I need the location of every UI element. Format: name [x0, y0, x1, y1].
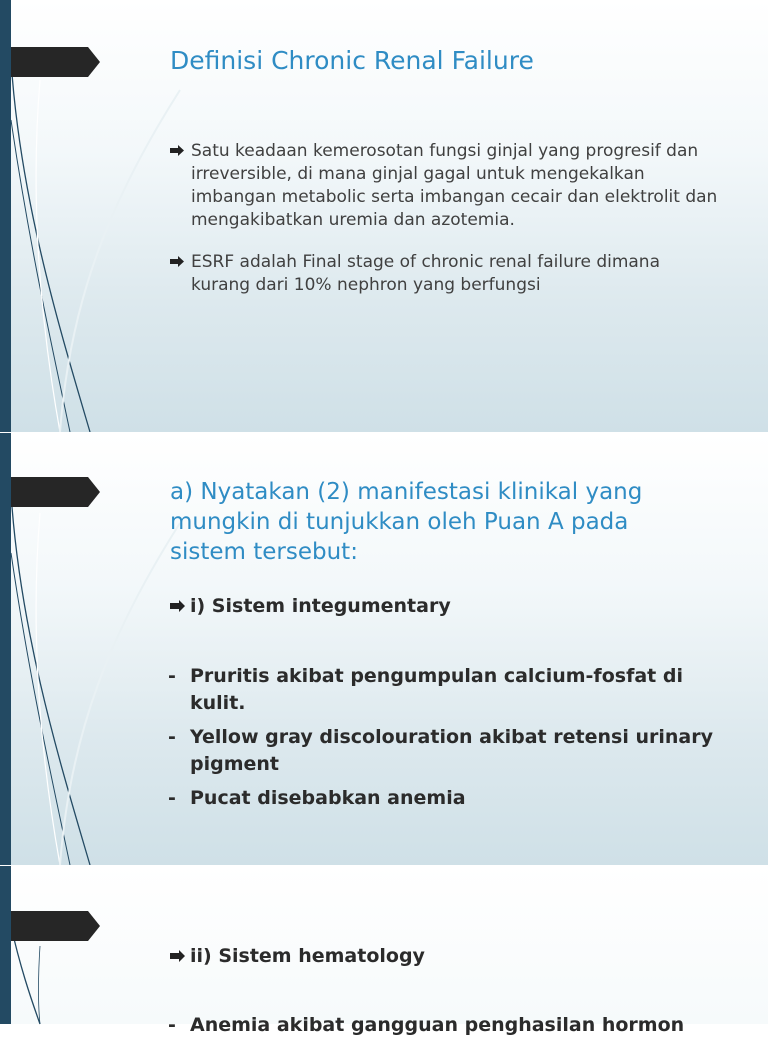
list-item: [168, 785, 728, 812]
list-item-text: Pruritis akibat pengumpulan calcium-fosfat di kulit.: [190, 665, 683, 714]
subheading: [170, 595, 720, 617]
bullet-list: [170, 140, 720, 297]
dash-marker: -: [168, 1014, 176, 1036]
subheading: [170, 945, 720, 967]
title-tag-shape: [11, 911, 100, 941]
right-arrow-bullet-icon: [170, 600, 185, 612]
list-item-text: Pucat disebabkan anemia: [190, 787, 466, 809]
manifestation-list: [168, 663, 728, 812]
list-item-text: Anemia akibat gangguan penghasilan hormon: [190, 1014, 685, 1036]
slide-title: a) Nyatakan (2) manifestasi klinikal yang mungkin di tunjukkan oleh Puan A pada sistem tersebut:: [170, 479, 643, 565]
slide-title: Definisi Chronic Renal Failure: [170, 46, 534, 75]
list-item: [168, 724, 728, 778]
bullet-text: ESRF adalah Final stage of chronic renal failure dimana kurang dari 10% nephron yang berfungsi: [191, 252, 661, 295]
dash-marker: -: [168, 787, 176, 809]
dash-marker: -: [168, 726, 176, 748]
list-item: [168, 663, 728, 717]
list-item-text: Yellow gray discolouration akibat retensi urinary pigment: [190, 726, 713, 775]
subheading-text: ii) Sistem hematology: [190, 945, 425, 967]
slide-3: [0, 866, 768, 1036]
list-item: [168, 1012, 728, 1039]
bullet-item: [170, 140, 720, 232]
bullet-item: [170, 945, 720, 967]
title-tag-shape: [11, 47, 100, 77]
bullet-item: [170, 251, 720, 297]
slide-2: [0, 433, 768, 865]
title-tag-shape: [11, 477, 100, 507]
slide-1: [0, 0, 768, 432]
subheading-text: i) Sistem integumentary: [190, 595, 451, 617]
right-arrow-bullet-icon: [170, 145, 184, 156]
bullet-item: [170, 595, 720, 617]
manifestation-list: [168, 1012, 728, 1039]
dash-marker: -: [168, 665, 176, 687]
right-arrow-bullet-icon: [170, 950, 185, 962]
bullet-text: Satu keadaan kemerosotan fungsi ginjal yang progresif dan irreversible, di mana ginjal gagal untuk mengekalkan imbangan metabolic serta imbangan cecair dan elektrolit dan mengakibatkan uremia dan azotemia.: [191, 141, 718, 230]
right-arrow-bullet-icon: [170, 256, 184, 267]
